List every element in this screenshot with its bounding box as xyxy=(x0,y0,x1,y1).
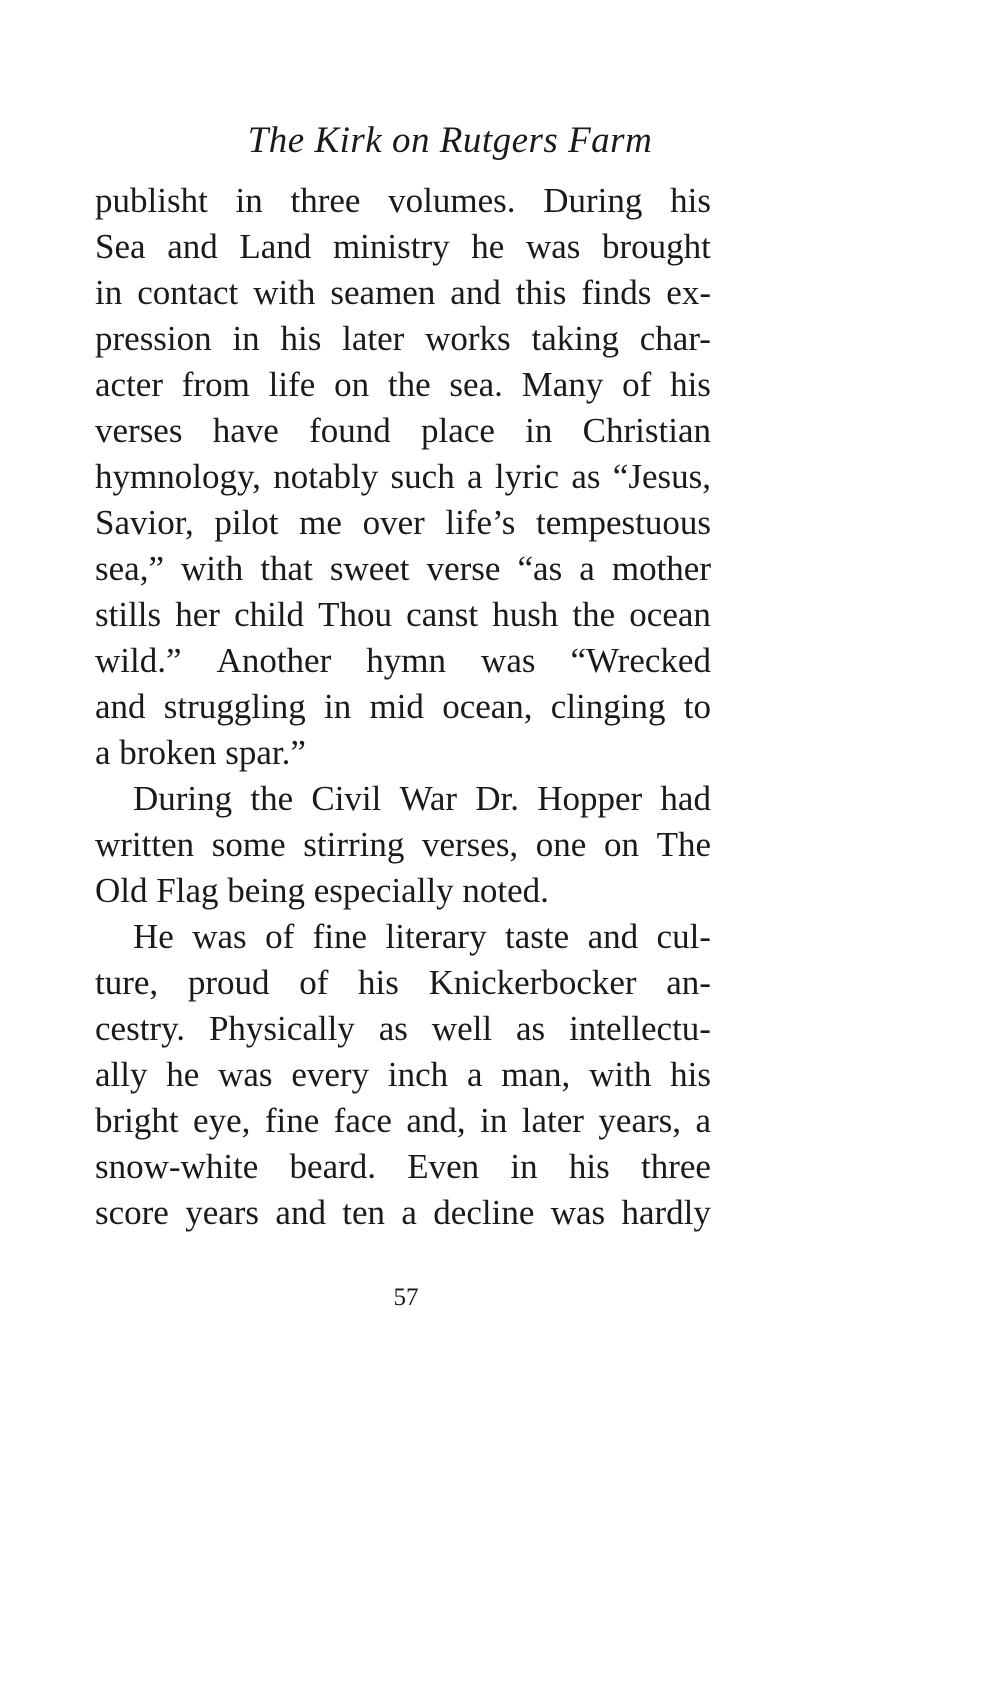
text-line: He was of fine literary taste and cul- xyxy=(133,917,711,956)
text-line: hymnology, notably such a lyric as “Jesus, xyxy=(95,457,711,496)
text-line: in contact with seamen and this finds ex- xyxy=(95,273,711,312)
paragraph-3 xyxy=(95,914,711,1236)
text-line: During the Civil War Dr. Hopper had xyxy=(133,779,711,818)
text-line: snow-white beard. Even in his three xyxy=(95,1147,711,1186)
text-line: ally he was every inch a man, with his xyxy=(95,1055,711,1094)
text-line: sea,” with that sweet verse “as a mother xyxy=(95,549,711,588)
text-line: score years and ten a decline was hardly xyxy=(95,1193,711,1232)
text-line: verses have found place in Christian xyxy=(95,411,711,450)
text-line: publisht in three volumes. During his xyxy=(95,181,711,220)
paragraph-2 xyxy=(95,776,711,914)
running-head: The Kirk on Rutgers Farm xyxy=(247,120,653,161)
paragraph-1 xyxy=(95,178,711,776)
text-line: written some stirring verses, one on The xyxy=(95,825,711,864)
page-number: 57 xyxy=(393,1284,419,1311)
text-line: Old Flag being especially noted. xyxy=(95,871,549,910)
text-line: cestry. Physically as well as intellectu- xyxy=(95,1009,711,1048)
text-line: acter from life on the sea. Many of his xyxy=(95,365,711,404)
text-line: stills her child Thou canst hush the ocean xyxy=(95,595,711,634)
text-line: Savior, pilot me over life’s tempestuous xyxy=(95,503,711,542)
text-line: bright eye, fine face and, in later years, a xyxy=(95,1101,711,1140)
text-line: wild.” Another hymn was “Wrecked xyxy=(95,641,711,680)
text-line: Sea and Land ministry he was brought xyxy=(95,227,711,266)
text-line: and struggling in mid ocean, clinging to xyxy=(95,687,711,726)
text-line: a broken spar.” xyxy=(95,733,306,772)
text-line: ture, proud of his Knickerbocker an- xyxy=(95,963,711,1002)
body-text xyxy=(95,178,711,1236)
text-line: pression in his later works taking char- xyxy=(95,319,711,358)
